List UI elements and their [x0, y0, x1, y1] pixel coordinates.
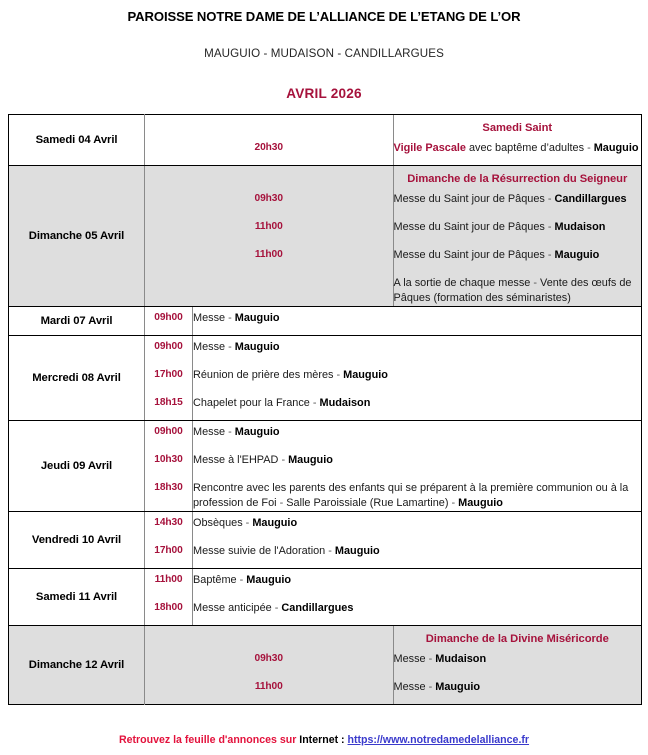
description-fragment: Mauguio	[331, 545, 380, 557]
description-fragment: Mauguio	[231, 341, 280, 353]
description-fragment: Vente des œufs de Pâques (formation des séminaristes)	[393, 277, 632, 304]
description-fragment: Rencontre avec les parents des enfants qui se préparent à la première communion ou à la profession de Foi	[193, 482, 629, 509]
event-time: 20h30	[145, 137, 393, 165]
description-fragment: Mauguio	[455, 497, 503, 509]
description-fragment: -	[245, 517, 250, 529]
description-fragment: Messe	[193, 341, 229, 353]
day-label: Samedi 11 Avril	[9, 569, 145, 626]
schedule-day-row	[9, 307, 642, 336]
description-fragment: Mudaison	[316, 397, 371, 409]
description-fragment: Messe	[193, 426, 229, 438]
event-time: 14h30	[145, 512, 193, 540]
day-events-cell	[145, 626, 642, 705]
feast-banner-row	[145, 626, 641, 648]
event-description	[193, 336, 642, 364]
description-fragment: -	[428, 681, 433, 693]
description-fragment: -	[328, 545, 332, 557]
description-fragment: -	[312, 397, 317, 409]
event-time: 09h00	[145, 421, 193, 449]
event-time: 18h30	[145, 477, 193, 511]
description-fragment: -	[239, 574, 244, 586]
event-row	[145, 676, 641, 704]
event-description	[193, 449, 642, 477]
schedule-table-wrapper	[8, 114, 642, 705]
event-description	[193, 540, 642, 568]
event-description	[193, 512, 642, 540]
event-row	[145, 364, 641, 392]
schedule-day-row	[9, 166, 642, 307]
event-time: 17h00	[145, 540, 193, 568]
banner-time-spacer	[145, 626, 393, 648]
event-description	[193, 364, 642, 392]
day-events-cell	[145, 569, 642, 626]
event-row	[145, 540, 641, 568]
description-fragment: Réunion de prière des mères	[193, 369, 337, 381]
description-fragment: -	[428, 653, 433, 665]
events-table	[145, 307, 641, 335]
feast-banner-label: Dimanche de la Divine Miséricorde	[425, 633, 609, 645]
events-table	[145, 336, 641, 420]
event-row	[145, 188, 641, 216]
day-events-cell	[145, 307, 642, 336]
day-events-cell	[145, 421, 642, 512]
description-fragment: -	[547, 249, 552, 261]
description-fragment: avec baptême d’adultes	[465, 142, 588, 154]
description-fragment: Mauguio	[249, 517, 298, 529]
event-row	[145, 449, 641, 477]
day-label: Mardi 07 Avril	[9, 307, 145, 336]
description-fragment: Messe	[393, 653, 429, 665]
event-description	[193, 392, 642, 420]
event-row	[145, 216, 641, 244]
description-fragment: -	[228, 341, 232, 353]
description-fragment: -	[336, 369, 341, 381]
description-fragment: Candillargues	[551, 193, 627, 205]
events-table	[145, 569, 641, 625]
page-title: PAROISSE NOTRE DAME DE L’ALLIANCE DE L’ETANG DE L’OR	[127, 9, 521, 24]
event-row	[145, 477, 641, 511]
description-fragment: Mauguio	[551, 249, 600, 261]
day-label: Dimanche 05 Avril	[9, 166, 145, 307]
event-description	[393, 137, 641, 165]
event-description	[393, 676, 641, 704]
feast-banner-label: Dimanche de la Résurrection du Seigneur	[407, 173, 628, 185]
description-fragment: -	[533, 277, 537, 289]
description-fragment: Chapelet pour la France	[193, 397, 313, 409]
description-fragment: -	[281, 454, 286, 466]
description-fragment: -	[228, 426, 232, 438]
event-time: 10h30	[145, 449, 193, 477]
description-fragment: -	[587, 142, 591, 154]
feast-banner-row	[145, 115, 641, 137]
events-table	[145, 626, 641, 704]
footer-internet-label: Internet :	[299, 734, 348, 746]
event-row	[145, 421, 641, 449]
description-fragment: Messe du Saint jour de Pâques	[393, 221, 548, 233]
events-table	[145, 115, 641, 165]
day-label: Mercredi 08 Avril	[9, 336, 145, 421]
events-table	[145, 512, 641, 568]
event-description	[393, 188, 641, 216]
banner-time-spacer	[145, 166, 393, 188]
schedule-day-row	[9, 512, 642, 569]
event-time: 11h00	[145, 244, 393, 272]
description-fragment: Mudaison	[551, 221, 606, 233]
event-row	[145, 512, 641, 540]
events-table	[145, 421, 641, 511]
banner-time-spacer	[145, 115, 393, 137]
description-fragment: Mauguio	[231, 426, 280, 438]
footer-website-link[interactable]: https://www.notredamedelalliance.fr	[347, 734, 530, 746]
event-time: 17h00	[145, 364, 193, 392]
day-events-cell	[145, 115, 642, 166]
event-row	[145, 272, 641, 306]
day-label: Vendredi 10 Avril	[9, 512, 145, 569]
day-label: Dimanche 12 Avril	[9, 626, 145, 705]
event-description	[193, 569, 642, 597]
day-events-cell	[145, 512, 642, 569]
event-time: 18h00	[145, 597, 193, 625]
description-fragment: Mauguio	[243, 574, 292, 586]
description-fragment: Obsèques	[193, 517, 246, 529]
events-table	[145, 166, 641, 306]
description-fragment: Messe anticipée	[193, 602, 275, 614]
description-fragment: Baptême	[193, 574, 240, 586]
day-events-cell	[145, 166, 642, 307]
event-description	[393, 648, 641, 676]
event-description	[393, 216, 641, 244]
description-fragment: Messe	[393, 681, 429, 693]
event-description	[193, 477, 642, 511]
description-fragment: Messe	[193, 312, 229, 324]
description-fragment: Mauguio	[231, 312, 280, 324]
feast-banner-label: Samedi Saint	[482, 122, 553, 134]
description-fragment: Mauguio	[340, 369, 388, 381]
description-fragment: -	[279, 497, 284, 509]
description-fragment: Mauguio	[285, 454, 333, 466]
schedule-day-row	[9, 115, 642, 166]
parish-towns-subtitle: MAUGUIO - MUDAISON - CANDILLARGUES	[204, 47, 444, 60]
description-fragment: Messe suivie de l'Adoration	[193, 545, 329, 557]
description-fragment: Messe du Saint jour de Pâques	[393, 193, 548, 205]
description-fragment: Candillargues	[278, 602, 354, 614]
event-description	[393, 244, 641, 272]
description-fragment: -	[228, 312, 232, 324]
description-fragment: Messe du Saint jour de Pâques	[393, 249, 548, 261]
event-time: 09h00	[145, 307, 193, 335]
event-time: 11h00	[145, 569, 193, 597]
day-label: Jeudi 09 Avril	[9, 421, 145, 512]
event-row	[145, 137, 641, 165]
month-heading: AVRIL 2026	[286, 86, 362, 101]
footer	[0, 733, 648, 747]
description-fragment: Mauguio	[432, 681, 481, 693]
description-fragment: A la sortie de chaque messe	[393, 277, 534, 289]
footer-lead-text: Retrouvez la feuille d'annonces sur	[118, 734, 300, 746]
day-events-cell	[145, 336, 642, 421]
event-description	[193, 421, 642, 449]
event-time: 11h00	[145, 216, 393, 244]
event-row	[145, 244, 641, 272]
description-fragment: Mauguio	[590, 142, 639, 154]
feast-banner-row	[145, 166, 641, 188]
event-description	[393, 272, 641, 306]
day-label: Samedi 04 Avril	[9, 115, 145, 166]
event-time: 09h30	[145, 188, 393, 216]
event-row	[145, 597, 641, 625]
description-fragment: Salle Paroissiale (Rue Lamartine)	[283, 497, 452, 509]
schedule-day-row	[9, 336, 642, 421]
schedule-day-row	[9, 569, 642, 626]
event-row	[145, 336, 641, 364]
event-time: 18h15	[145, 392, 193, 420]
schedule-day-row	[9, 626, 642, 705]
event-time: 11h00	[145, 676, 393, 704]
description-fragment: -	[547, 193, 552, 205]
event-description	[193, 307, 642, 335]
schedule-table	[8, 114, 642, 705]
description-fragment: -	[547, 221, 552, 233]
event-time: 09h00	[145, 336, 193, 364]
description-fragment: Vigile Pascale	[393, 142, 466, 154]
description-fragment: -	[274, 602, 279, 614]
description-fragment: Messe à l'EHPAD	[193, 454, 282, 466]
event-row	[145, 307, 641, 335]
event-time: 09h30	[145, 648, 393, 676]
description-fragment: Mudaison	[432, 653, 487, 665]
event-time	[145, 272, 393, 306]
schedule-day-row	[9, 421, 642, 512]
event-row	[145, 648, 641, 676]
description-fragment: -	[451, 497, 456, 509]
event-description	[193, 597, 642, 625]
event-row	[145, 392, 641, 420]
event-row	[145, 569, 641, 597]
